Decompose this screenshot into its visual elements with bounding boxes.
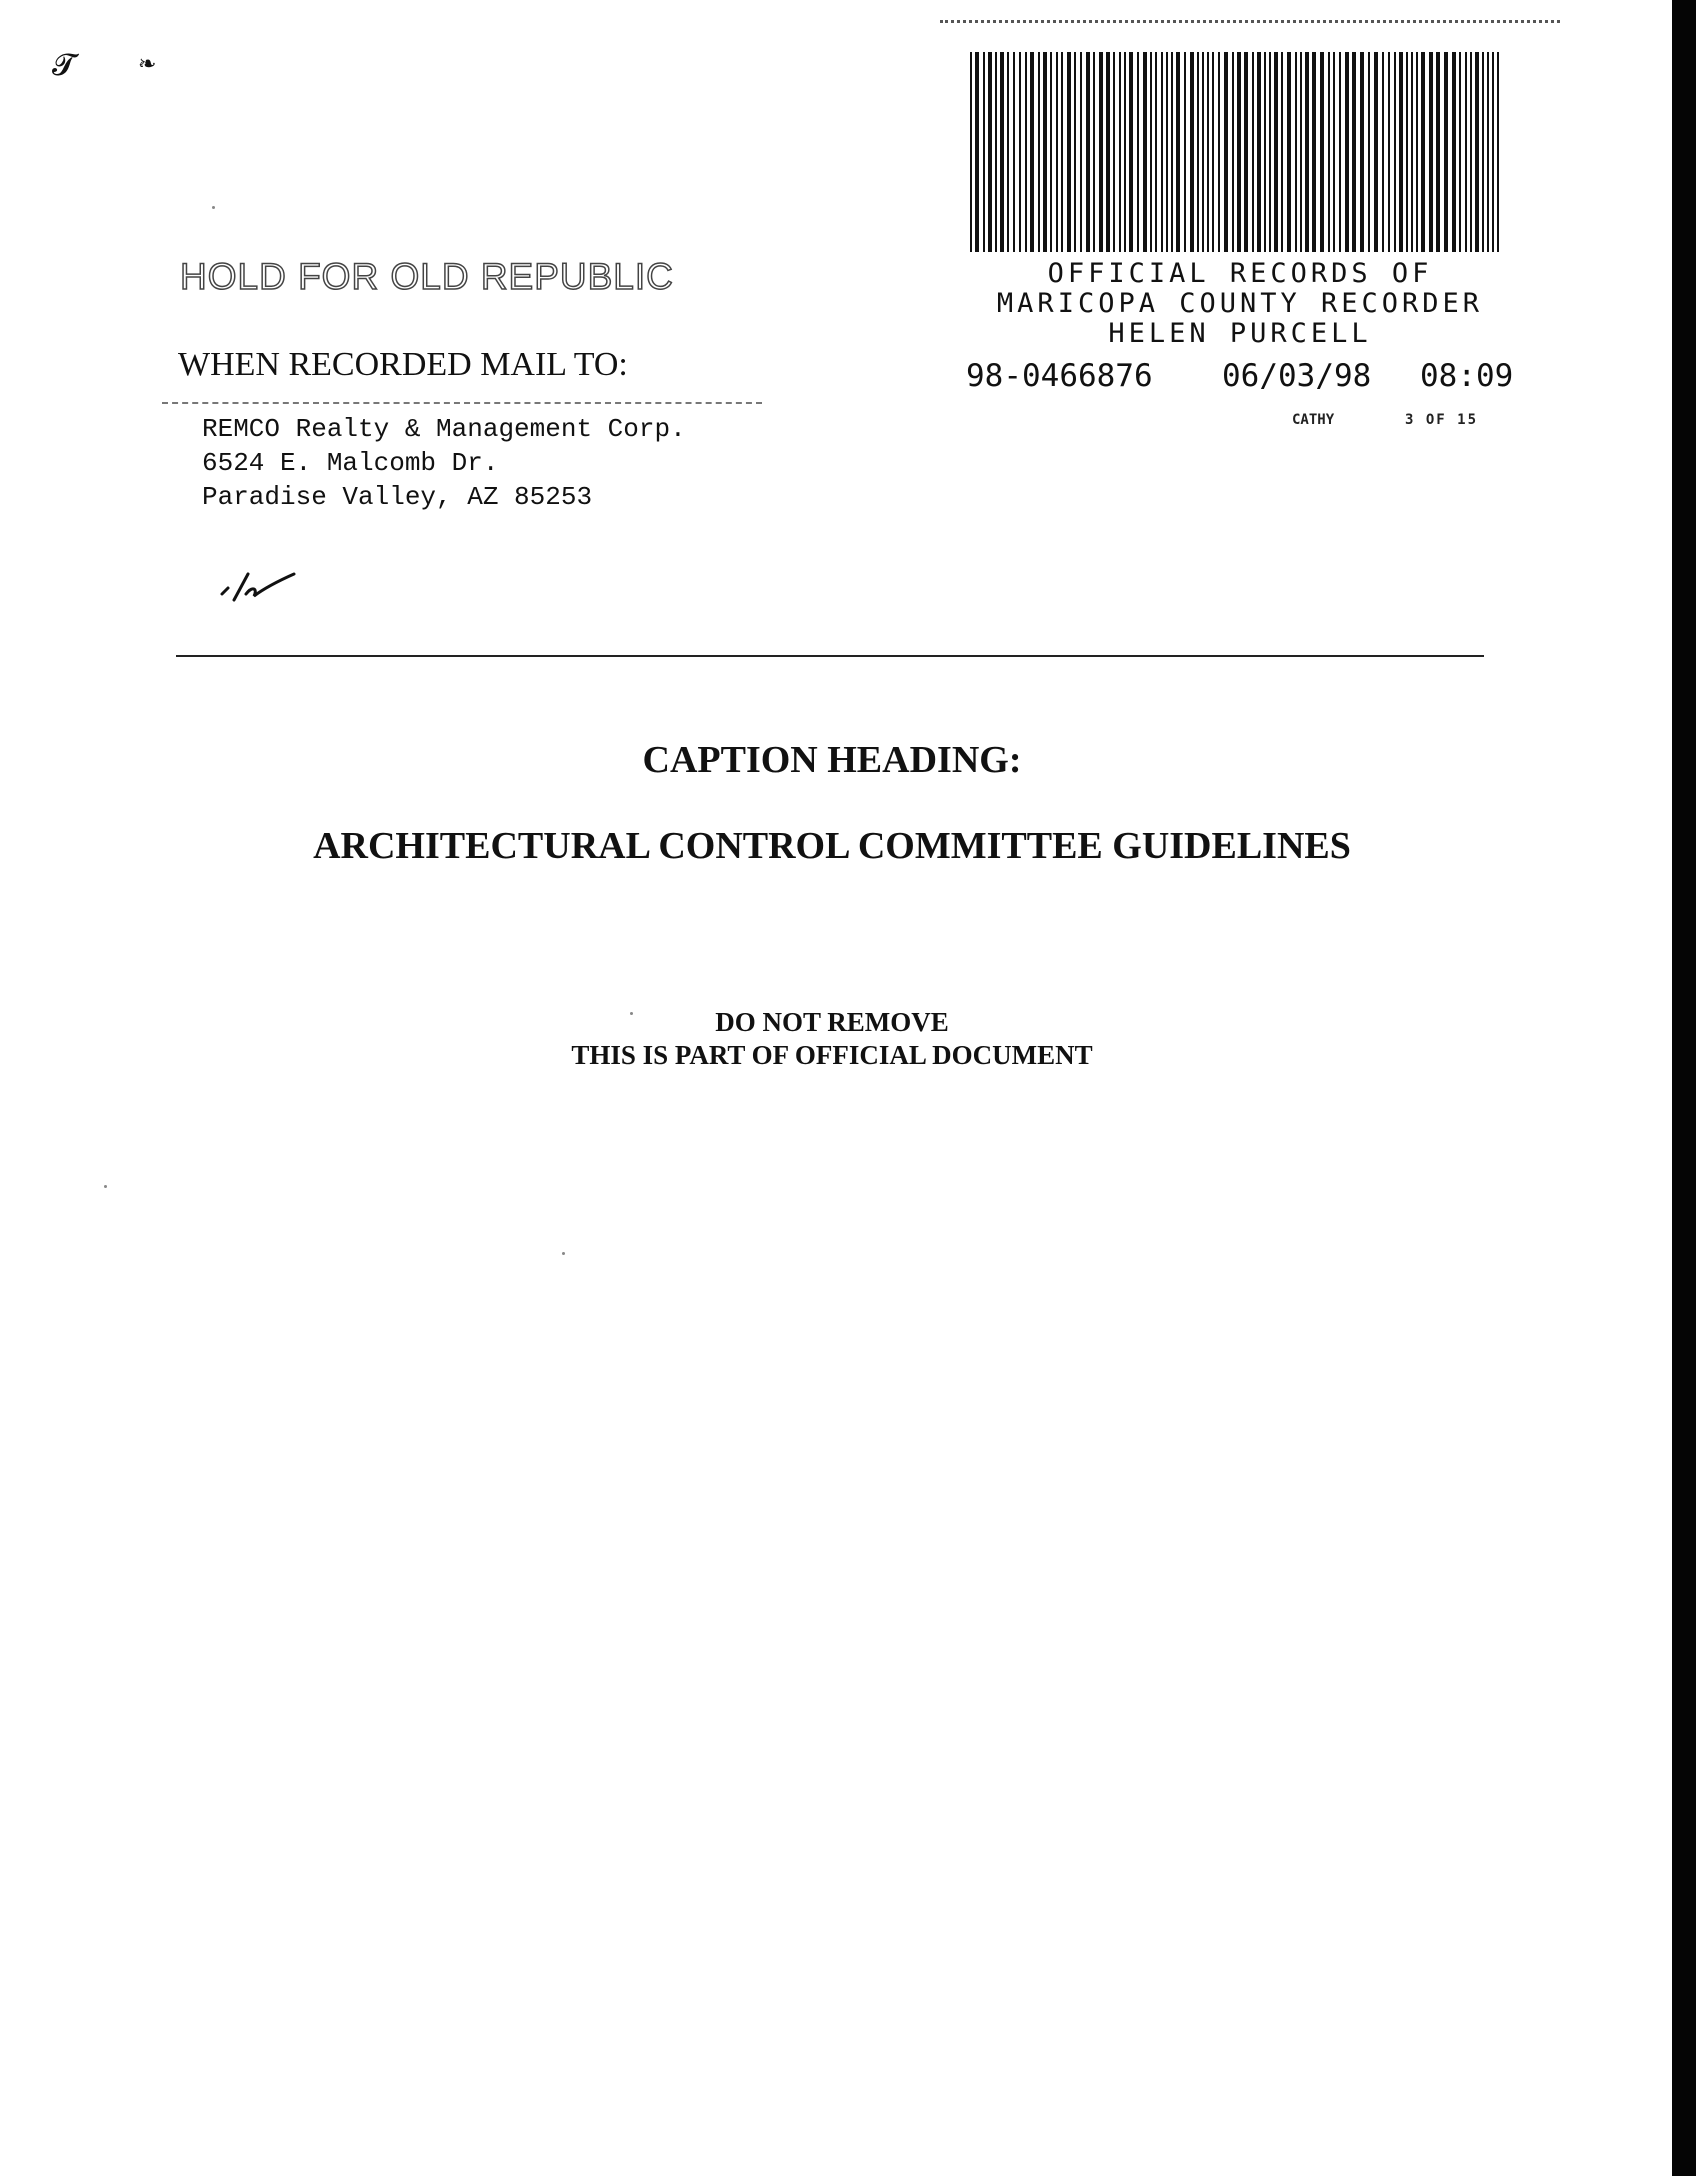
page-count: 3 OF 15: [1405, 412, 1479, 428]
address-line-street: 6524 E. Malcomb Dr.: [202, 448, 499, 478]
handwritten-initials-icon: [218, 564, 298, 604]
scan-speck-icon: ❧: [138, 52, 157, 77]
notice-line-1: DO NOT REMOVE: [715, 1007, 949, 1037]
recording-date: 06/03/98: [1222, 358, 1372, 394]
address-divider: [162, 402, 762, 406]
scan-speck: [212, 206, 215, 209]
document-number: 98-0466876: [966, 358, 1153, 394]
mail-to-label: WHEN RECORDED MAIL TO:: [178, 346, 628, 383]
notice-line-2: THIS IS PART OF OFFICIAL DOCUMENT: [571, 1040, 1093, 1070]
recorder-line-3: HELEN PURCELL: [1108, 318, 1372, 349]
recorder-line-2: MARICOPA COUNTY RECORDER: [996, 288, 1484, 319]
scan-speck: [562, 1252, 565, 1255]
scan-speck: [104, 1185, 107, 1188]
scan-edge-band: [1672, 0, 1696, 2176]
recording-clerk: CATHY: [1292, 412, 1335, 428]
address-line-company: REMCO Realty & Management Corp.: [202, 414, 686, 444]
scan-artifact-dots: [940, 20, 1560, 27]
address-line-city: Paradise Valley, AZ 85253: [202, 482, 593, 512]
recording-time: 08:09: [1420, 358, 1514, 394]
caption-title: ARCHITECTURAL CONTROL COMMITTEE GUIDELINES: [313, 825, 1351, 867]
recorder-line-1: OFFICIAL RECORDS OF: [1047, 258, 1433, 289]
section-rule: [176, 655, 1484, 657]
barcode-icon: [968, 52, 1504, 252]
scan-mark-icon: 𝓣: [52, 48, 75, 83]
caption-heading: CAPTION HEADING:: [642, 739, 1022, 781]
scan-speck: [630, 1012, 633, 1015]
hold-stamp: HOLD FOR OLD REPUBLIC: [180, 256, 674, 297]
